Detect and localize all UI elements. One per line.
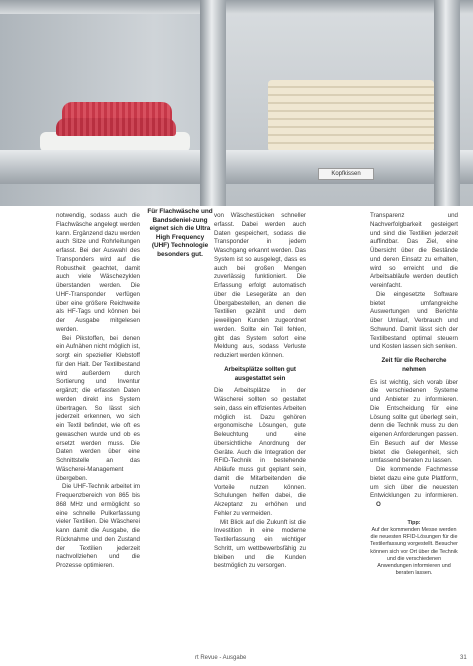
- header-photo: [0, 0, 473, 206]
- paragraph: Die eingesetzte Software bietet umfangreiche Auswertungen und Berichte über Umlauf, Verbrauch und Schwund. Damit lässt sich der Textilbestand optimal steuern und Kosten lassen sich senken.: [370, 290, 458, 351]
- page-number: 31: [460, 655, 467, 661]
- article-column-3: [370, 212, 458, 577]
- photo-shelf-post: [200, 0, 226, 206]
- article-column-1: [56, 212, 140, 571]
- article-column-2: [214, 212, 306, 571]
- photo-caption: Für Flachwäsche und Bandsdeniel-zung eignet sich die Ultra High Frequency (UHF) Technologie besonders gut.: [147, 208, 213, 258]
- page-footer: [0, 651, 473, 666]
- info-box-text: Auf der kommenden Messe werden die neuesten RFID-Lösungen für die Textilerfassung vorgestellt. Besucher können sich vor Ort über die Technik und die verschiedenen Anwendungen informieren und beraten lassen.: [370, 526, 458, 577]
- photo-upper-shelf: [0, 0, 473, 14]
- paragraph: Mit Blick auf die Zukunft ist die Investition in eine moderne Textilerfassung ein wichtiger Schritt, um wettbewerbsfähig zu bleiben und die Kunden bestmöglich zu versorgen.: [214, 518, 306, 570]
- info-box: [370, 520, 458, 578]
- end-mark: O: [376, 501, 381, 508]
- shelf-label-tag: Kopfkissen: [318, 168, 374, 180]
- paragraph: Es ist wichtig, sich vorab über die verschiedenen Systeme und Anbieter zu informieren. Die Entscheidung für eine Lösung sollte gut überlegt sein, denn die Technik muss zu den eigenen Anforderungen passen. Ein Besuch auf der Messe bietet die Gelegenheit, sich umfassend beraten zu lassen.: [370, 378, 458, 465]
- paragraph: Transparenz und Nachverfolgbarkeit gesteigert und sind die Textilien jederzeit auffindbar. Das Ziel, eine Übersicht über die Bestände und deren Einsatz zu erhalten, wird so erreicht und die Arbeitsabläufe werden deutlich vereinfacht.: [370, 212, 458, 289]
- paragraph: Die Arbeitsplätze in der Wäscherei sollten so gestaltet sein, dass ein effizientes Arbeiten möglich ist. Dazu gehören ergonomische Lösungen, gute Beleuchtung und eine übersichtliche Anordnung der Geräte. Auch die Integration der RFID-Technik in bestehende Abläufe muss gut geplant sein, damit die Mitarbeitenden die Vorteile nutzen können. Schulungen helfen dabei, die Akzeptanz zu erhöhen und Fehler zu vermeiden.: [214, 387, 306, 517]
- section-heading: Arbeitsplätze sollten gut ausgestattet sein: [224, 365, 296, 382]
- magazine-name: rt Revue - Ausgabe: [195, 655, 247, 661]
- photo-linen-stack: [268, 80, 434, 152]
- paragraph: von Wäschestücken schneller erfasst. Dabei werden auch Daten gespeichert, sodass die Transponder in jedem Waschgang erkannt werden. Das System ist so ausgelegt, dass es auch bei großen Mengen zuverlässig funktioniert. Die Erfassung erfolgt automatisch über die Lesegeräte an den Übergabestellen, an denen die Textilien gezählt und dem jeweiligen Kunden zugeordnet werden. Sollte ein Teil fehlen, gibt das System sofort eine Meldung aus, sodass Verluste reduziert werden können.: [214, 212, 306, 359]
- photo-shelf-post: [434, 0, 460, 206]
- paragraph: notwendig, sodass auch die Flachwäsche angelegt werden kann. Ergänzend dazu werden auch Sitze und Rohrleitungen erfasst. Bei der Auswahl des Transponders wird auf die Robustheit geachtet, damit auch viele Wäschezyklen überstanden werden. Die UHF-Transponder verfügen über eine größere Reichweite als HF-Tags und können bei der Ausgabe mitgelesen werden.: [56, 212, 140, 333]
- paragraph: Die UHF-Technik arbeitet im Frequenzbereich von 865 bis 868 MHz und ermöglicht so eine schnelle Pulkerfassung vieler Textilien. Die Wäscherei kann damit die Ausgabe, die Rücknahme und den Zustand der Textilien jederzeit nachvollziehen und die Prozesse optimieren.: [56, 483, 140, 569]
- photo-red-towel-2: [56, 118, 176, 136]
- paragraph-text: Die kommende Fachmesse bietet dazu eine gute Plattform, um sich über die neuesten Entwicklungen zu informieren.: [370, 466, 458, 500]
- paragraph: [370, 466, 458, 510]
- info-box-kicker: Tipp:: [407, 519, 421, 526]
- photo-shelf: [0, 150, 473, 184]
- paragraph: Bei Pikstoffen, bei denen ein Aufnähen nicht möglich ist, sorgt ein spezieller Klebstoff für den Halt. Der Textilbestand wird außerdem durch Sortierung und Inventur ergänzt; die erfassten Daten werden direkt ins System übertragen. So lässt sich jederzeit erkennen, wo sich ein Textil befindet, wie oft es gewaschen wurde und ob es ersetzt werden muss. Die Daten werden über eine Schnittstelle an das Wäscherei-Management übergeben.: [56, 334, 140, 482]
- section-heading: Zeit für die Recherche nehmen: [381, 357, 447, 373]
